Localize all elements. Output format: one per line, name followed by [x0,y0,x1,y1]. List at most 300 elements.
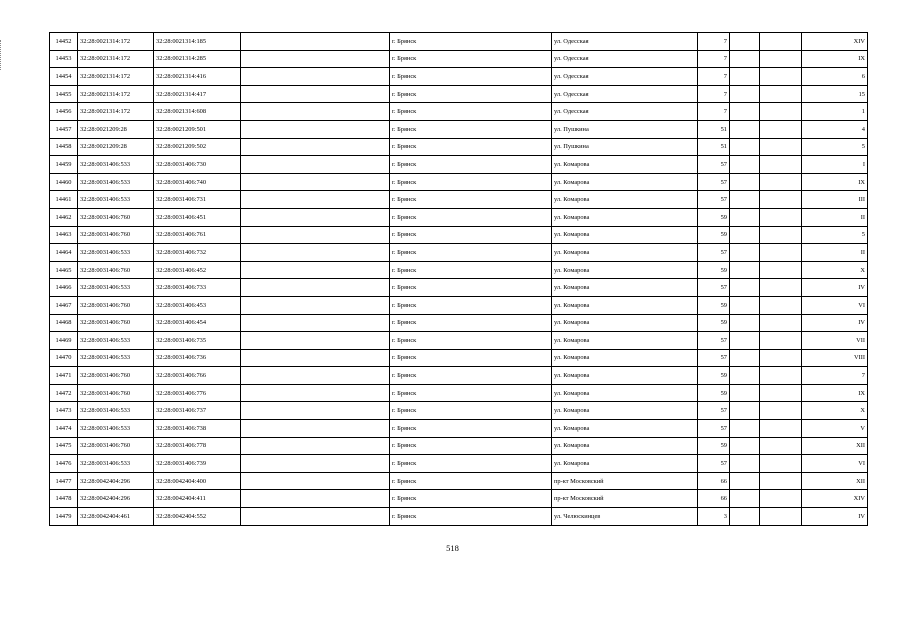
city-cell: г. Брянск [390,120,552,138]
letter-cell [760,103,802,121]
row-number-cell: 14477 [50,472,78,490]
empty-cell [241,261,390,279]
cadastral-number-cell: 32:28:0031406:733 [154,279,241,297]
parent-cadastral-number-cell: 32:28:0031406:760 [78,314,154,332]
premises-number-cell: VIII [802,349,868,367]
parent-cadastral-number-cell: 32:28:0031406:533 [78,173,154,191]
city-cell: г. Брянск [390,437,552,455]
house-number-cell: 7 [698,68,730,86]
street-cell: ул. Пушкина [552,120,698,138]
empty-cell [241,402,390,420]
premises-number-cell: XII [802,472,868,490]
street-cell: ул. Комарова [552,191,698,209]
city-cell: г. Брянск [390,349,552,367]
cadastral-number-cell: 32:28:0031406:738 [154,420,241,438]
cadastral-number-cell: 32:28:0031406:735 [154,332,241,350]
building-cell [730,455,760,473]
table-row [50,156,868,174]
building-cell [730,349,760,367]
premises-number-cell: X [802,402,868,420]
letter-cell [760,420,802,438]
row-number-cell: 14461 [50,191,78,209]
street-cell: ул. Комарова [552,332,698,350]
row-number-cell: 14468 [50,314,78,332]
parent-cadastral-number-cell: 32:28:0031406:760 [78,437,154,455]
city-cell: г. Брянск [390,208,552,226]
row-number-cell: 14459 [50,156,78,174]
letter-cell [760,226,802,244]
city-cell: г. Брянск [390,455,552,473]
table-row [50,138,868,156]
house-number-cell: 57 [698,349,730,367]
street-cell: ул. Комарова [552,384,698,402]
letter-cell [760,490,802,508]
cadastral-number-cell: 32:28:0031406:736 [154,349,241,367]
row-number-cell: 14470 [50,349,78,367]
table-row [50,296,868,314]
street-cell: ул. Комарова [552,314,698,332]
building-cell [730,508,760,526]
cadastral-number-cell: 32:28:0021209:502 [154,138,241,156]
parent-cadastral-number-cell: 32:28:0031406:533 [78,420,154,438]
cadastral-number-cell: 32:28:0021314:285 [154,50,241,68]
table-row [50,384,868,402]
street-cell: пр-кт Московский [552,490,698,508]
premises-number-cell: 15 [802,85,868,103]
premises-number-cell: 7 [802,367,868,385]
parent-cadastral-number-cell: 32:28:0031406:533 [78,191,154,209]
house-number-cell: 57 [698,244,730,262]
parent-cadastral-number-cell: 32:28:0031406:533 [78,402,154,420]
scan-edge-mark [0,40,3,70]
row-number-cell: 14465 [50,261,78,279]
row-number-cell: 14462 [50,208,78,226]
premises-number-cell: IV [802,279,868,297]
parent-cadastral-number-cell: 32:28:0021314:172 [78,103,154,121]
cadastral-number-cell: 32:28:0042404:552 [154,508,241,526]
table-row [50,367,868,385]
city-cell: г. Брянск [390,367,552,385]
empty-cell [241,156,390,174]
cadastral-number-cell: 32:28:0031406:740 [154,173,241,191]
street-cell: пр-кт Московский [552,472,698,490]
street-cell: ул. Комарова [552,261,698,279]
street-cell: ул. Одесская [552,50,698,68]
street-cell: ул. Одесская [552,33,698,51]
parent-cadastral-number-cell: 32:28:0042404:296 [78,472,154,490]
empty-cell [241,208,390,226]
row-number-cell: 14456 [50,103,78,121]
table-row [50,420,868,438]
empty-cell [241,349,390,367]
house-number-cell: 57 [698,156,730,174]
table-row [50,85,868,103]
parent-cadastral-number-cell: 32:28:0031406:760 [78,226,154,244]
cadastral-number-cell: 32:28:0021314:608 [154,103,241,121]
house-number-cell: 7 [698,33,730,51]
table-row [50,120,868,138]
cadastral-number-cell: 32:28:0021314:185 [154,33,241,51]
letter-cell [760,50,802,68]
house-number-cell: 59 [698,208,730,226]
house-number-cell: 3 [698,508,730,526]
house-number-cell: 59 [698,384,730,402]
row-number-cell: 14463 [50,226,78,244]
street-cell: ул. Одесская [552,68,698,86]
cadastral-number-cell: 32:28:0021314:417 [154,85,241,103]
building-cell [730,261,760,279]
city-cell: г. Брянск [390,85,552,103]
empty-cell [241,384,390,402]
building-cell [730,191,760,209]
street-cell: ул. Комарова [552,402,698,420]
empty-cell [241,244,390,262]
city-cell: г. Брянск [390,279,552,297]
table-row [50,332,868,350]
parent-cadastral-number-cell: 32:28:0031406:533 [78,156,154,174]
empty-cell [241,68,390,86]
table-row [50,208,868,226]
city-cell: г. Брянск [390,226,552,244]
letter-cell [760,279,802,297]
empty-cell [241,191,390,209]
parent-cadastral-number-cell: 32:28:0031406:533 [78,332,154,350]
house-number-cell: 57 [698,279,730,297]
row-number-cell: 14466 [50,279,78,297]
building-cell [730,120,760,138]
row-number-cell: 14479 [50,508,78,526]
empty-cell [241,420,390,438]
row-number-cell: 14474 [50,420,78,438]
empty-cell [241,367,390,385]
letter-cell [760,332,802,350]
empty-cell [241,490,390,508]
premises-number-cell: VI [802,455,868,473]
house-number-cell: 59 [698,437,730,455]
city-cell: г. Брянск [390,508,552,526]
table-row [50,103,868,121]
empty-cell [241,103,390,121]
table-row [50,244,868,262]
premises-number-cell: IX [802,50,868,68]
city-cell: г. Брянск [390,490,552,508]
building-cell [730,367,760,385]
letter-cell [760,261,802,279]
premises-number-cell: XIV [802,33,868,51]
empty-cell [241,314,390,332]
row-number-cell: 14475 [50,437,78,455]
row-number-cell: 14464 [50,244,78,262]
street-cell: ул. Комарова [552,173,698,191]
table-row [50,314,868,332]
city-cell: г. Брянск [390,103,552,121]
parent-cadastral-number-cell: 32:28:0031406:760 [78,296,154,314]
city-cell: г. Брянск [390,332,552,350]
empty-cell [241,508,390,526]
premises-number-cell: I [802,156,868,174]
street-cell: ул. Комарова [552,208,698,226]
letter-cell [760,68,802,86]
cadastral-number-cell: 32:28:0042404:411 [154,490,241,508]
letter-cell [760,367,802,385]
street-cell: ул. Пушкина [552,138,698,156]
street-cell: ул. Комарова [552,279,698,297]
cadastral-number-cell: 32:28:0031406:454 [154,314,241,332]
letter-cell [760,173,802,191]
letter-cell [760,384,802,402]
house-number-cell: 7 [698,103,730,121]
building-cell [730,402,760,420]
table-row [50,508,868,526]
cadastral-number-cell: 32:28:0021314:416 [154,68,241,86]
empty-cell [241,120,390,138]
registry-table-body [50,33,868,526]
premises-number-cell: II [802,244,868,262]
city-cell: г. Брянск [390,33,552,51]
premises-number-cell: II [802,208,868,226]
letter-cell [760,472,802,490]
building-cell [730,332,760,350]
building-cell [730,296,760,314]
house-number-cell: 7 [698,85,730,103]
empty-cell [241,226,390,244]
city-cell: г. Брянск [390,68,552,86]
cadastral-number-cell: 32:28:0031406:766 [154,367,241,385]
empty-cell [241,437,390,455]
house-number-cell: 66 [698,490,730,508]
cadastral-number-cell: 32:28:0031406:776 [154,384,241,402]
house-number-cell: 57 [698,402,730,420]
cadastral-number-cell: 32:28:0021209:501 [154,120,241,138]
row-number-cell: 14472 [50,384,78,402]
premises-number-cell: 4 [802,120,868,138]
letter-cell [760,296,802,314]
house-number-cell: 59 [698,314,730,332]
city-cell: г. Брянск [390,138,552,156]
building-cell [730,226,760,244]
row-number-cell: 14478 [50,490,78,508]
street-cell: ул. Комарова [552,226,698,244]
empty-cell [241,138,390,156]
table-row [50,261,868,279]
letter-cell [760,85,802,103]
building-cell [730,420,760,438]
parent-cadastral-number-cell: 32:28:0031406:760 [78,208,154,226]
building-cell [730,490,760,508]
building-cell [730,173,760,191]
street-cell: ул. Комарова [552,455,698,473]
empty-cell [241,472,390,490]
letter-cell [760,508,802,526]
empty-cell [241,50,390,68]
letter-cell [760,33,802,51]
parent-cadastral-number-cell: 32:28:0021314:172 [78,68,154,86]
row-number-cell: 14457 [50,120,78,138]
row-number-cell: 14471 [50,367,78,385]
building-cell [730,437,760,455]
street-cell: ул. Комарова [552,367,698,385]
empty-cell [241,279,390,297]
parent-cadastral-number-cell: 32:28:0031406:760 [78,261,154,279]
house-number-cell: 59 [698,367,730,385]
city-cell: г. Брянск [390,314,552,332]
table-row [50,437,868,455]
table-row [50,455,868,473]
letter-cell [760,244,802,262]
cadastral-number-cell: 32:28:0031406:452 [154,261,241,279]
building-cell [730,208,760,226]
building-cell [730,138,760,156]
premises-number-cell: V [802,420,868,438]
table-row [50,68,868,86]
parent-cadastral-number-cell: 32:28:0042404:461 [78,508,154,526]
city-cell: г. Брянск [390,50,552,68]
page-number: 518 [446,543,459,553]
table-row [50,490,868,508]
city-cell: г. Брянск [390,261,552,279]
street-cell: ул. Комарова [552,437,698,455]
cadastral-number-cell: 32:28:0031406:778 [154,437,241,455]
parent-cadastral-number-cell: 32:28:0021314:172 [78,85,154,103]
house-number-cell: 51 [698,138,730,156]
city-cell: г. Брянск [390,244,552,262]
street-cell: ул. Комарова [552,296,698,314]
house-number-cell: 51 [698,120,730,138]
house-number-cell: 57 [698,420,730,438]
premises-number-cell: 5 [802,226,868,244]
empty-cell [241,173,390,191]
row-number-cell: 14458 [50,138,78,156]
cadastral-number-cell: 32:28:0031406:730 [154,156,241,174]
parent-cadastral-number-cell: 32:28:0031406:533 [78,455,154,473]
letter-cell [760,120,802,138]
empty-cell [241,85,390,103]
building-cell [730,244,760,262]
house-number-cell: 7 [698,50,730,68]
premises-number-cell: IX [802,173,868,191]
letter-cell [760,349,802,367]
cadastral-number-cell: 32:28:0042404:400 [154,472,241,490]
parent-cadastral-number-cell: 32:28:0031406:760 [78,384,154,402]
premises-number-cell: IX [802,384,868,402]
letter-cell [760,138,802,156]
letter-cell [760,437,802,455]
row-number-cell: 14454 [50,68,78,86]
building-cell [730,85,760,103]
premises-number-cell: XII [802,437,868,455]
empty-cell [241,296,390,314]
letter-cell [760,208,802,226]
city-cell: г. Брянск [390,402,552,420]
table-row [50,472,868,490]
building-cell [730,68,760,86]
parent-cadastral-number-cell: 32:28:0021209:28 [78,138,154,156]
house-number-cell: 57 [698,332,730,350]
parent-cadastral-number-cell: 32:28:0042404:296 [78,490,154,508]
premises-number-cell: X [802,261,868,279]
parent-cadastral-number-cell: 32:28:0031406:533 [78,244,154,262]
street-cell: ул. Одесская [552,85,698,103]
row-number-cell: 14452 [50,33,78,51]
house-number-cell: 57 [698,455,730,473]
row-number-cell: 14453 [50,50,78,68]
building-cell [730,279,760,297]
empty-cell [241,455,390,473]
building-cell [730,103,760,121]
registry-table-container [49,32,868,526]
row-number-cell: 14476 [50,455,78,473]
street-cell: ул. Комарова [552,156,698,174]
letter-cell [760,402,802,420]
premises-number-cell: VII [802,332,868,350]
table-row [50,402,868,420]
row-number-cell: 14460 [50,173,78,191]
city-cell: г. Брянск [390,472,552,490]
premises-number-cell: 5 [802,138,868,156]
premises-number-cell: 6 [802,68,868,86]
building-cell [730,472,760,490]
empty-cell [241,33,390,51]
cadastral-number-cell: 32:28:0031406:732 [154,244,241,262]
street-cell: ул. Комарова [552,349,698,367]
building-cell [730,50,760,68]
city-cell: г. Брянск [390,420,552,438]
city-cell: г. Брянск [390,173,552,191]
parent-cadastral-number-cell: 32:28:0031406:533 [78,349,154,367]
city-cell: г. Брянск [390,156,552,174]
row-number-cell: 14467 [50,296,78,314]
street-cell: ул. Челюскинцев [552,508,698,526]
street-cell: ул. Комарова [552,420,698,438]
house-number-cell: 59 [698,226,730,244]
letter-cell [760,314,802,332]
city-cell: г. Брянск [390,296,552,314]
letter-cell [760,156,802,174]
table-row [50,279,868,297]
building-cell [730,33,760,51]
building-cell [730,156,760,174]
cadastral-number-cell: 32:28:0031406:453 [154,296,241,314]
parent-cadastral-number-cell: 32:28:0021314:172 [78,33,154,51]
house-number-cell: 57 [698,173,730,191]
table-row [50,191,868,209]
house-number-cell: 66 [698,472,730,490]
building-cell [730,314,760,332]
parent-cadastral-number-cell: 32:28:0031406:533 [78,279,154,297]
letter-cell [760,191,802,209]
parent-cadastral-number-cell: 32:28:0031406:760 [78,367,154,385]
premises-number-cell: XIV [802,490,868,508]
building-cell [730,384,760,402]
table-row [50,50,868,68]
parent-cadastral-number-cell: 32:28:0021314:172 [78,50,154,68]
cadastral-number-cell: 32:28:0031406:451 [154,208,241,226]
row-number-cell: 14469 [50,332,78,350]
row-number-cell: 14473 [50,402,78,420]
premises-number-cell: III [802,191,868,209]
house-number-cell: 57 [698,191,730,209]
table-row [50,349,868,367]
cadastral-number-cell: 32:28:0031406:737 [154,402,241,420]
premises-number-cell: IV [802,314,868,332]
parent-cadastral-number-cell: 32:28:0021209:28 [78,120,154,138]
house-number-cell: 59 [698,261,730,279]
cadastral-number-cell: 32:28:0031406:761 [154,226,241,244]
city-cell: г. Брянск [390,191,552,209]
row-number-cell: 14455 [50,85,78,103]
registry-table [49,32,868,526]
empty-cell [241,332,390,350]
